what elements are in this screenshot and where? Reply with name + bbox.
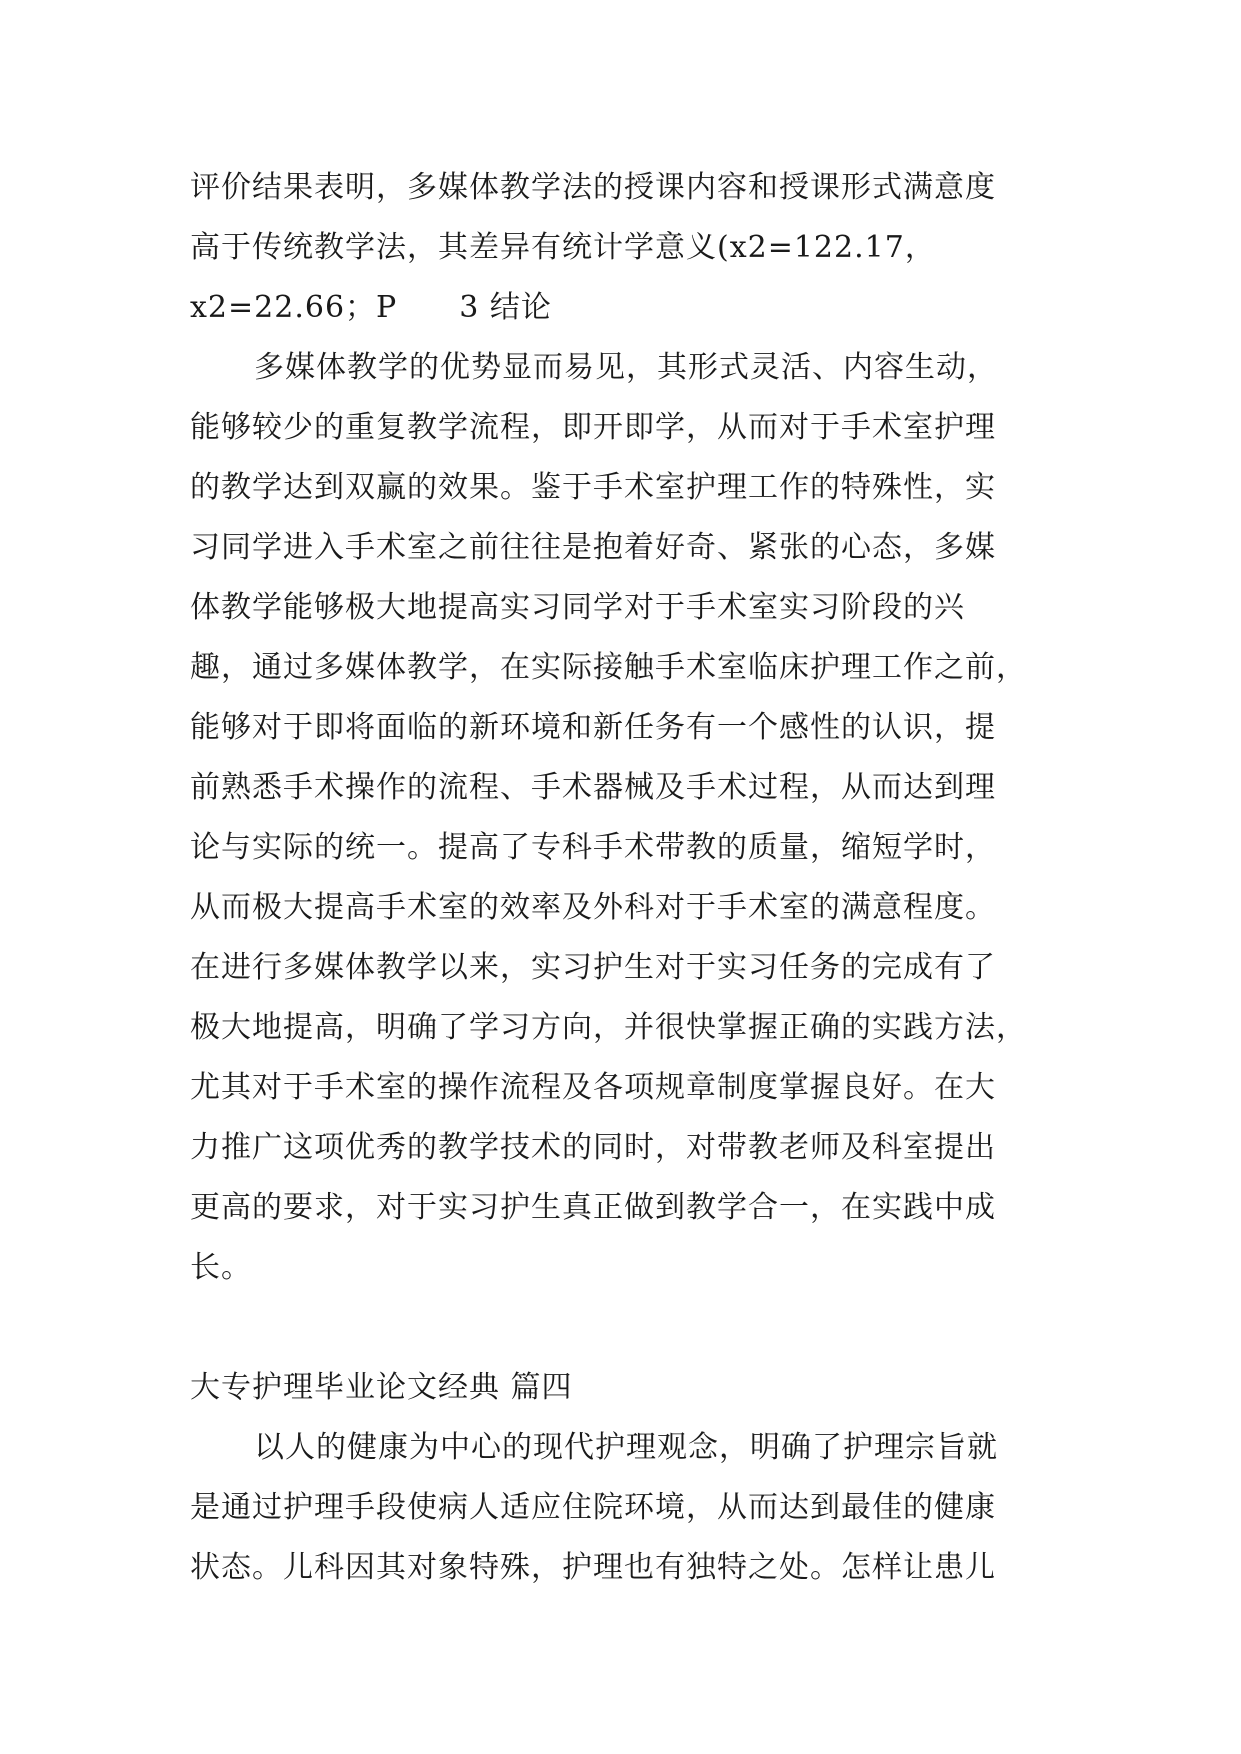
text-line: 以人的健康为中心的现代护理观念，明确了护理宗旨就 [254,1430,998,1465]
text-line: 能够对于即将面临的新环境和新任务有一个感性的认识，提 [190,710,996,745]
text-line: 状态。儿科因其对象特殊，护理也有独特之处。怎样让患儿 [190,1550,996,1585]
document-body [190,158,1050,1598]
text-line: 从而极大提高手术室的效率及外科对于手术室的满意程度。 [190,890,996,925]
text-line: 是通过护理手段使病人适应住院环境，从而达到最佳的健康 [190,1490,996,1525]
text-line: 极大地提高，明确了学习方向，并很快掌握正确的实践方法， [190,1010,1027,1045]
text-line: 习同学进入手术室之前往往是抱着好奇、紧张的心态，多媒 [190,530,996,565]
paragraph-pediatric [190,1418,1050,1598]
text-line: 趣，通过多媒体教学，在实际接触手术室临床护理工作之前， [190,650,1027,685]
text-line: x2=22.66；P 3 结论 [190,290,552,325]
text-line: 高于传统教学法，其差异有统计学意义(x2=122.17， [190,230,936,265]
text-line: 前熟悉手术操作的流程、手术器械及手术过程，从而达到理 [190,770,996,805]
text-line: 力推广这项优秀的教学技术的同时，对带教老师及科室提出 [190,1130,996,1165]
text-line: 尤其对于手术室的操作流程及各项规章制度掌握良好。在大 [190,1070,996,1105]
section-heading: 大专护理毕业论文经典 篇四 [190,1370,573,1405]
text-line: 更高的要求，对于实习护生真正做到教学合一，在实践中成 [190,1190,996,1225]
text-line: 体教学能够极大地提高实习同学对于手术室实习阶段的兴 [190,590,965,625]
text-line: 长。 [190,1250,252,1285]
paragraph-conclusion [190,338,1050,1298]
text-line: 多媒体教学的优势显而易见，其形式灵活、内容生动， [254,350,998,385]
text-line: 的教学达到双赢的效果。鉴于手术室护理工作的特殊性，实 [190,470,996,505]
text-line: 论与实际的统一。提高了专科手术带教的质量，缩短学时， [190,830,996,865]
text-line: 评价结果表明，多媒体教学法的授课内容和授课形式满意度 [190,170,996,205]
text-line: 在进行多媒体教学以来，实习护生对于实习任务的完成有了 [190,950,996,985]
text-line: 能够较少的重复教学流程，即开即学，从而对于手术室护理 [190,410,996,445]
paragraph-results [190,158,1050,338]
